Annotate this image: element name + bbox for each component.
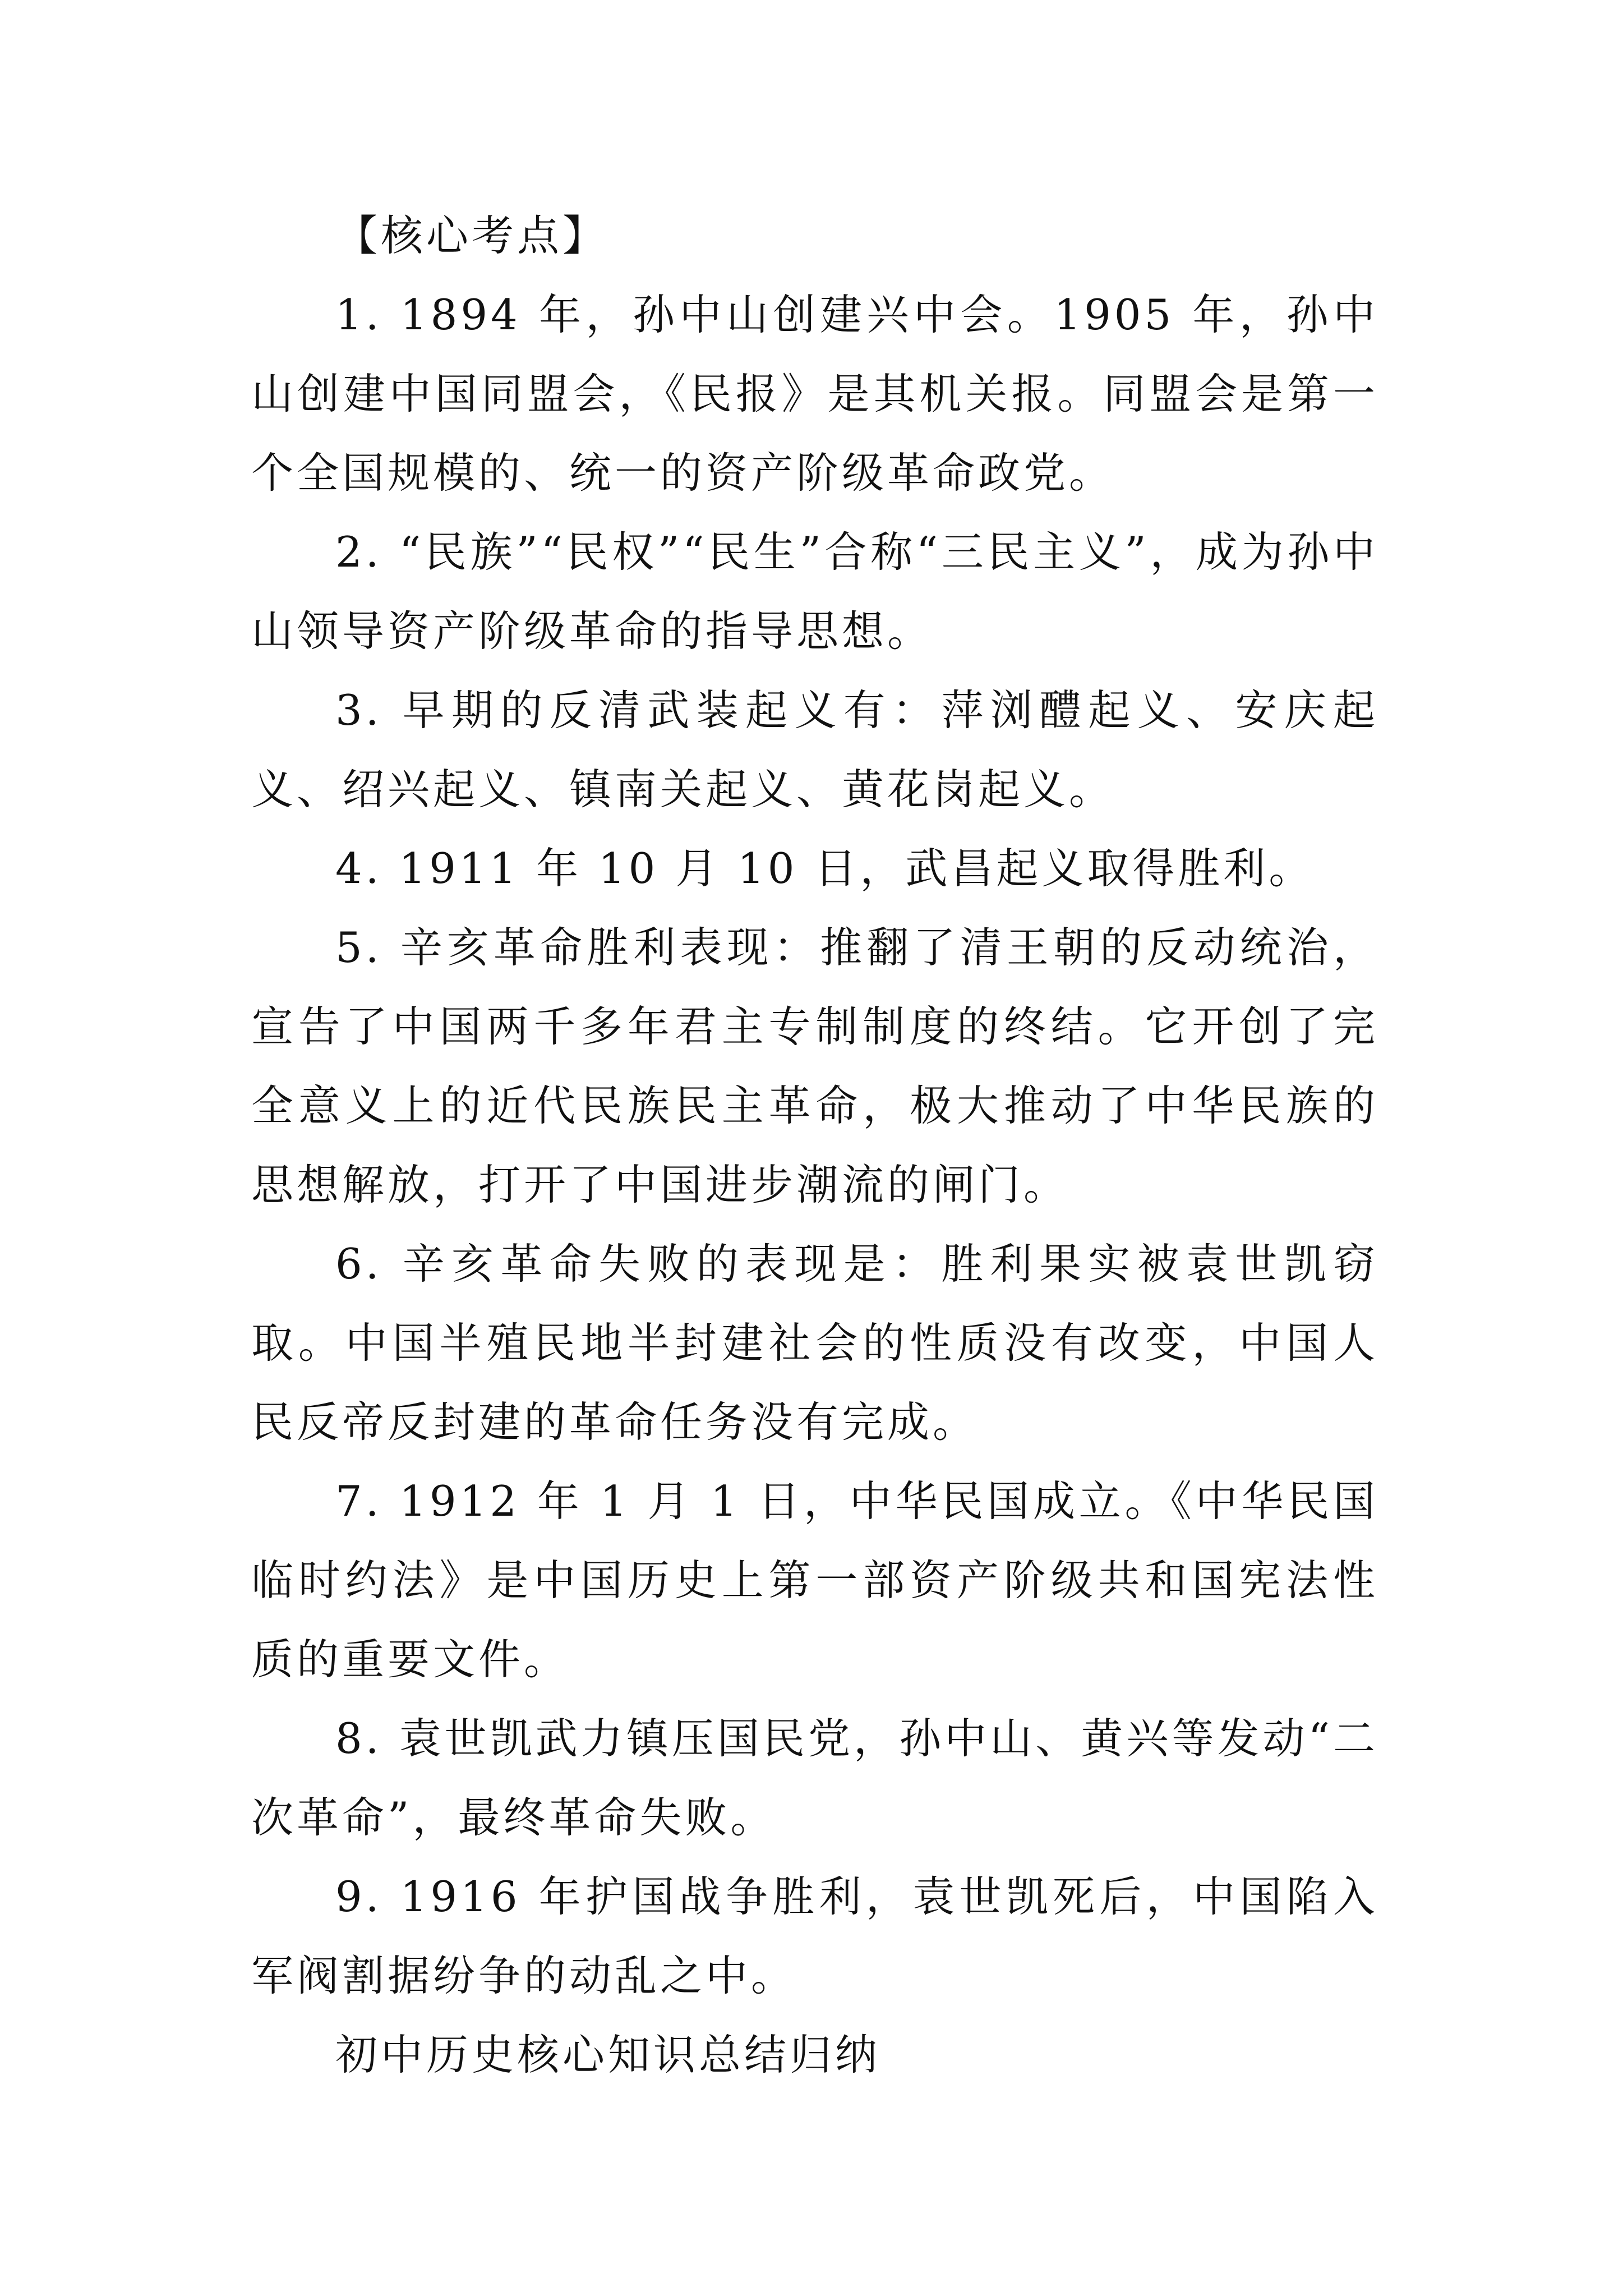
point-3: 3. 早期的反清武装起义有：萍浏醴起义、安庆起义、绍兴起义、镇南关起义、黄花岗起义。: [251, 685, 1378, 814]
point-5: 5. 辛亥革命胜利表现：推翻了清王朝的反动统治，宣告了中国两千多年君主专制制度的终结。它开创了完全意义上的近代民族民主革命，极大推动了中华民族的思想解放，打开了中国进步潮流的闸门。: [251, 923, 1378, 1209]
point-4: 4. 1911 年 10 月 10 日，武昌起义取得胜利。: [335, 844, 1315, 893]
closing-line: 初中历史核心知识总结归纳: [335, 2030, 881, 2079]
point-9: 9. 1916 年护国战争胜利，袁世凯死后，中国陷入军阀割据纷争的动乱之中。: [251, 1872, 1378, 2000]
point-2: 2. “民族”“民权”“民生”合称“三民主义”，成为孙中山领导资产阶级革命的指导思想。: [251, 527, 1378, 656]
document-body: [251, 196, 1378, 2095]
point-8: 8. 袁世凯武力镇压国民党，孙中山、黄兴等发动“二次革命”，最终革命失败。: [251, 1714, 1378, 1842]
point-7: 7. 1912 年 1 月 1 日，中华民国成立。《中华民国临时约法》是中国历史上第一部资产阶级共和国宪法性质的重要文件。: [251, 1476, 1378, 1684]
point-1: 1. 1894 年，孙中山创建兴中会。1905 年，孙中山创建中国同盟会，《民报》是其机关报。同盟会是第一个全国规模的、统一的资产阶级革命政党。: [251, 290, 1378, 498]
section-heading: 【核心考点】: [335, 211, 608, 260]
point-6: 6. 辛亥革命失败的表现是：胜利果实被袁世凯窃取。中国半殖民地半封建社会的性质没有改变，中国人民反帝反封建的革命任务没有完成。: [251, 1239, 1378, 1447]
